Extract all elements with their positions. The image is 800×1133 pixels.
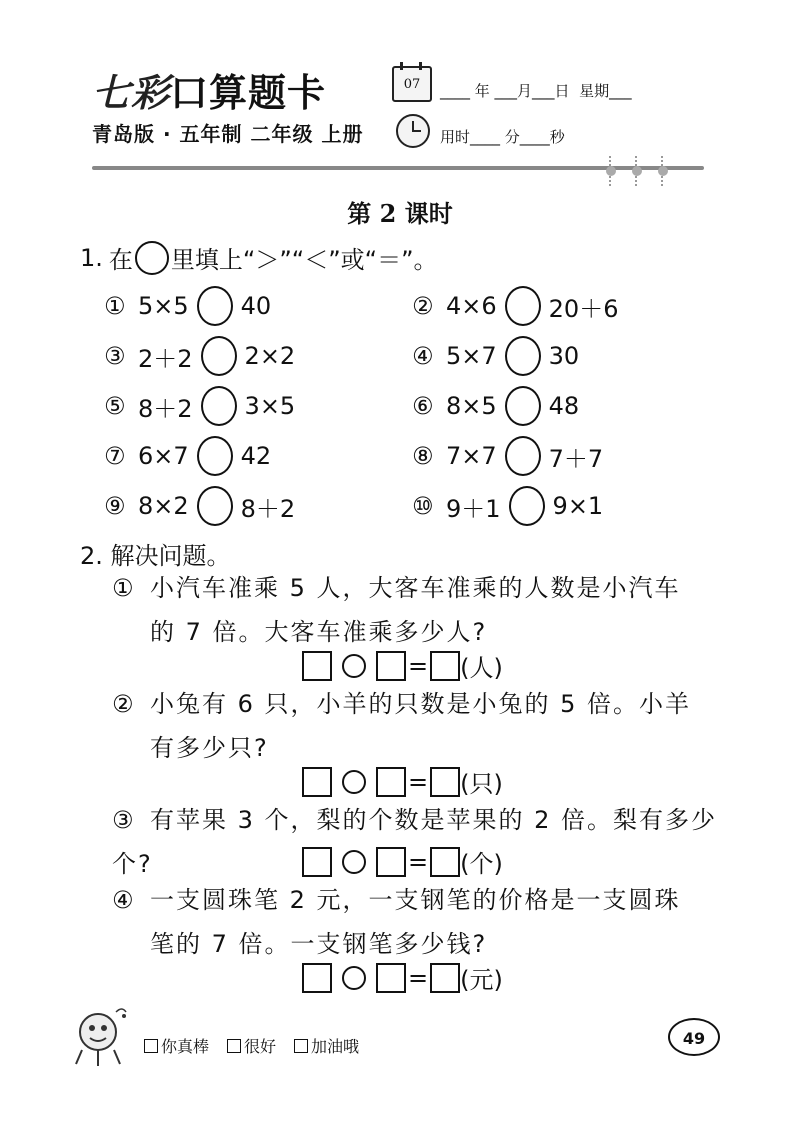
answer-box[interactable] [376, 651, 406, 681]
brand-part1: 七彩 [92, 71, 171, 115]
equals-sign: = [408, 767, 429, 796]
time-field: 用时____ 分____秒 [440, 128, 565, 146]
equation-template [302, 844, 503, 879]
answer-box[interactable] [430, 767, 460, 797]
item-number: ② [412, 292, 434, 320]
comparison-item [412, 336, 579, 376]
answer-circle[interactable] [197, 486, 233, 526]
left-expression: 8＋2 [138, 394, 193, 423]
answer-circle[interactable] [505, 386, 541, 426]
rating-option[interactable]: 加油哦 [294, 1034, 359, 1057]
comparison-item [412, 286, 618, 326]
left-expression: 4×6 [446, 292, 497, 320]
word-problem [112, 566, 752, 654]
problem-text-line1: 一支圆珠笔 2 元，一支钢笔的价格是一支圆珠 [150, 886, 681, 914]
item-number: ① [104, 292, 126, 320]
left-expression: 8×2 [138, 492, 189, 520]
answer-box[interactable] [430, 651, 460, 681]
problem-text-line1: 有苹果 3 个，梨的个数是苹果的 2 倍。梨有多少个? [112, 806, 718, 878]
brand-part2: 口算题卡 [170, 71, 327, 115]
answer-box[interactable] [302, 651, 332, 681]
right-expression: 20＋6 [548, 294, 619, 323]
comparison-item [104, 386, 295, 426]
bead-decoration [634, 156, 640, 186]
bead-decoration [660, 156, 666, 186]
equals-sign: = [408, 847, 429, 876]
problem-text-line2: 笔的 7 倍。一支钢笔多少钱? [150, 930, 488, 958]
right-expression: 42 [240, 442, 272, 470]
right-expression: 7＋7 [548, 444, 604, 473]
section1-heading [80, 240, 438, 275]
answer-box[interactable] [376, 963, 406, 993]
right-expression: 2×2 [244, 342, 296, 370]
operator-circle[interactable] [342, 966, 366, 990]
answer-box[interactable] [302, 767, 332, 797]
checkbox-icon[interactable] [144, 1039, 158, 1053]
left-expression: 7×7 [446, 442, 497, 470]
item-number: ⑥ [412, 392, 434, 420]
equation-template [302, 764, 503, 799]
unit-label: (人) [460, 654, 503, 682]
calendar-icon [392, 66, 432, 102]
left-expression: 9＋1 [446, 494, 501, 523]
problem-text-line2: 有多少只? [150, 734, 269, 762]
left-expression: 5×5 [138, 292, 189, 320]
problem-number: ④ [112, 886, 136, 914]
comparison-item [412, 386, 579, 426]
item-number: ④ [412, 342, 434, 370]
left-expression: 6×7 [138, 442, 189, 470]
answer-circle[interactable] [505, 286, 541, 326]
left-expression: 2＋2 [138, 344, 193, 373]
problem-text-line1: 小兔有 6 只，小羊的只数是小兔的 5 倍。小羊 [150, 690, 692, 718]
problem-number: ③ [112, 806, 136, 834]
problem-number: ② [112, 690, 136, 718]
left-expression: 8×5 [446, 392, 497, 420]
problem-text-line2: 的 7 倍。大客车准乘多少人? [150, 618, 488, 646]
equation-template [302, 648, 503, 683]
answer-box[interactable] [430, 847, 460, 877]
comparison-item [104, 486, 295, 526]
right-expression: 40 [240, 292, 272, 320]
section1-number: 1. [80, 243, 103, 272]
answer-box[interactable] [302, 963, 332, 993]
answer-box[interactable] [376, 847, 406, 877]
unit-label: (只) [460, 770, 503, 798]
operator-circle[interactable] [342, 770, 366, 794]
right-expression: 3×5 [244, 392, 296, 420]
answer-circle[interactable] [197, 436, 233, 476]
checkbox-icon[interactable] [294, 1039, 308, 1053]
self-rating-options [144, 1034, 359, 1057]
instruction-post: 里填上“＞”“＜”或“＝”。 [170, 246, 438, 274]
mascot-icon [68, 1002, 134, 1068]
answer-circle[interactable] [509, 486, 545, 526]
left-expression: 5×7 [446, 342, 497, 370]
problem-text-line1: 小汽车准乘 5 人，大客车准乘的人数是小汽车 [150, 574, 681, 602]
bead-decoration [608, 156, 614, 186]
item-number: ⑦ [104, 442, 126, 470]
checkbox-icon[interactable] [227, 1039, 241, 1053]
comparison-item [104, 336, 295, 376]
date-field: ____ 年 ___月___日 星期___ [440, 82, 632, 100]
item-number: ⑧ [412, 442, 434, 470]
rating-option[interactable]: 很好 [227, 1034, 276, 1057]
comparison-item [104, 286, 271, 326]
equals-sign: = [408, 651, 429, 680]
equation-template [302, 960, 503, 995]
equals-sign: = [408, 963, 429, 992]
operator-circle[interactable] [342, 850, 366, 874]
problem-number: ① [112, 574, 136, 602]
right-expression: 8＋2 [240, 494, 296, 523]
item-number: ⑨ [104, 492, 126, 520]
calendar-number: 07 [403, 77, 421, 92]
answer-circle[interactable] [201, 386, 237, 426]
answer-circle[interactable] [505, 336, 541, 376]
comparison-item [412, 436, 603, 476]
clock-icon [396, 114, 430, 148]
word-problem [112, 878, 752, 966]
page-number: 49 [668, 1018, 720, 1056]
answer-circle[interactable] [505, 436, 541, 476]
item-number: ⑤ [104, 392, 126, 420]
lesson-title: 第 2 课时 [347, 199, 453, 228]
unit-label: (元) [460, 966, 503, 994]
item-number: ⑩ [412, 492, 434, 520]
right-expression: 30 [548, 342, 580, 370]
comparison-item [412, 486, 603, 526]
answer-circle[interactable] [201, 336, 237, 376]
right-expression: 48 [548, 392, 580, 420]
rating-option[interactable]: 你真棒 [144, 1034, 209, 1057]
comparison-item [104, 436, 271, 476]
answer-box[interactable] [302, 847, 332, 877]
section2-heading: 2. 解决问题。 [80, 542, 231, 570]
edition-label: 青岛版 · 五年制 二年级 上册 [92, 122, 364, 146]
answer-box[interactable] [430, 963, 460, 993]
right-expression: 9×1 [552, 492, 604, 520]
unit-label: (个) [460, 850, 503, 878]
answer-circle[interactable] [197, 286, 233, 326]
brand-logo [92, 62, 326, 117]
answer-box[interactable] [376, 767, 406, 797]
operator-circle[interactable] [342, 654, 366, 678]
word-problem [112, 682, 752, 770]
item-number: ③ [104, 342, 126, 370]
instruction-pre: 在 [108, 246, 133, 274]
circle-blank-icon [135, 241, 169, 275]
